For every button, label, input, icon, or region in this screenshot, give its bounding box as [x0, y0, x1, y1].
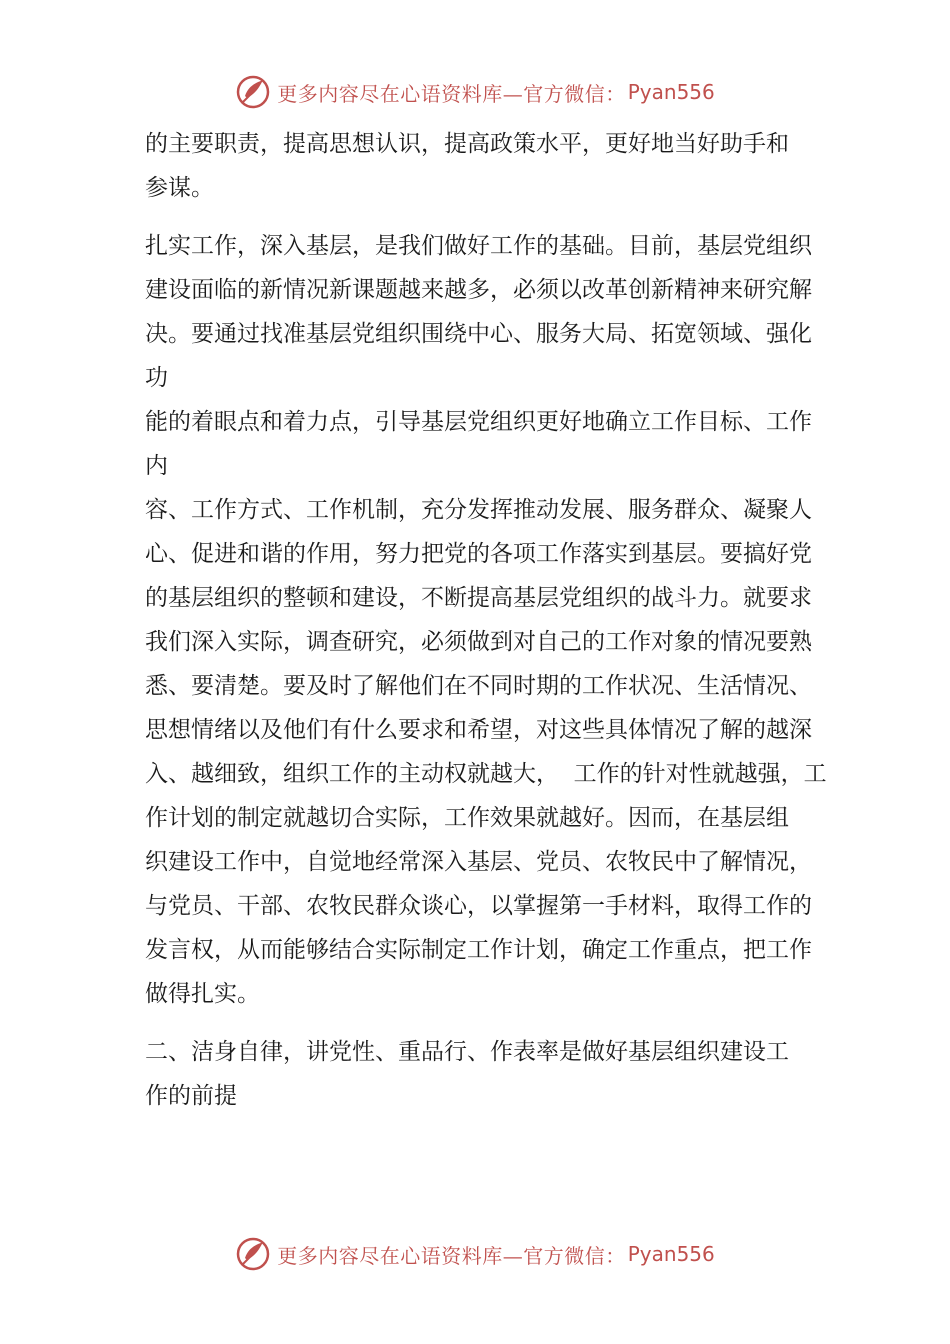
text-line: 发言权，从而能够结合实际制定工作计划，确定工作重点，把工作 [145, 937, 812, 963]
footer-banner-account: Pyan556 [627, 1242, 715, 1266]
text-line: 的基层组织的整顿和建设，不断提高基层党组织的战斗力。就要求 [145, 585, 812, 611]
text-line: 与党员、干部、农牧民群众谈心，以掌握第一手材料，取得工作的 [145, 893, 812, 919]
text-line: 做得扎实。 [145, 981, 260, 1007]
footer-banner-text: 更多内容尽在心语资料库—官方微信： [277, 1243, 626, 1268]
header-banner [0, 70, 950, 114]
header-banner-text: 更多内容尽在心语资料库—官方微信： [277, 81, 626, 106]
logo-icon [235, 1236, 271, 1272]
text-line: 心、促进和谐的作用，努力把党的各项工作落实到基层。要搞好党 [145, 541, 812, 567]
text-line: 思想情绪以及他们有什么要求和希望，对这些具体情况了解的越深 [145, 717, 812, 743]
text-line: 扎实工作，深入基层，是我们做好工作的基础。目前，基层党组织 [145, 233, 812, 259]
paragraph [145, 122, 825, 210]
text-line: 悉、要清楚。要及时了解他们在不同时期的工作状况、生活情况、 [145, 673, 812, 699]
section-heading [145, 1030, 825, 1118]
logo-icon [235, 74, 271, 110]
text-line: 织建设工作中，自觉地经常深入基层、党员、农牧民中了解情况， [145, 849, 812, 875]
text-line: 建设面临的新情况新课题越来越多，必须以改革创新精神来研究解 [145, 277, 812, 303]
footer-banner [0, 1232, 950, 1276]
paragraph [145, 224, 825, 1016]
text-line: 我们深入实际，调查研究，必须做到对自己的工作对象的情况要熟 [145, 629, 812, 655]
text-line: 的主要职责，提高思想认识，提高政策水平，更好地当好助手和 [145, 131, 789, 157]
text-line: 容、工作方式、工作机制，充分发挥推动发展、服务群众、凝聚人 [145, 497, 812, 523]
text-line: 入、越细致，组织工作的主动权就越大， 工作的针对性就越强，工 [145, 761, 827, 787]
text-line: 二、洁身自律，讲党性、重品行、作表率是做好基层组织建设工 [145, 1039, 789, 1065]
text-line: 参谋。 [145, 175, 214, 201]
text-line: 能的着眼点和着力点，引导基层党组织更好地确立工作目标、工作内 [145, 409, 812, 479]
text-line: 作计划的制定就越切合实际，工作效果就越好。因而，在基层组 [145, 805, 789, 831]
document-body [145, 122, 825, 1132]
text-line: 决。要通过找准基层党组织围绕中心、服务大局、拓宽领域、强化功 [145, 321, 812, 391]
header-banner-account: Pyan556 [627, 80, 715, 104]
text-line: 作的前提 [145, 1083, 237, 1109]
